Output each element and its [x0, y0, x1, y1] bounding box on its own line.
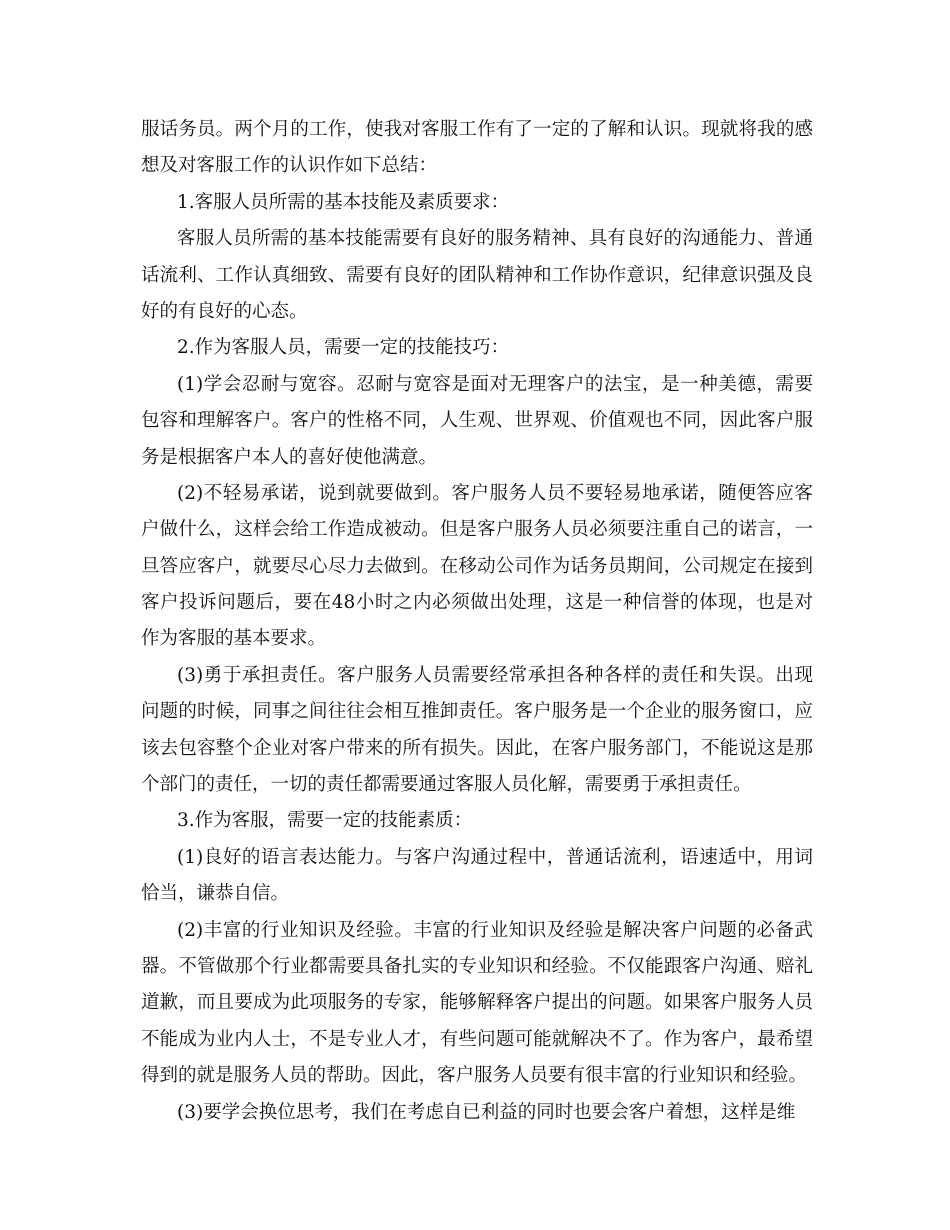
paragraph-section-2-item-2 [141, 476, 813, 658]
text-line: 问题的时候，同事之间往往会相互推卸责任。客户服务是一个企业的服务窗口，应 [141, 701, 813, 723]
text-line: (3)勇于承担责任。客户服务人员需要经常承担各种各样的责任和失误。出现 [177, 664, 813, 686]
text-line: 好的有良好的心态。 [141, 300, 308, 322]
text-line: 想及对客服工作的认识作如下总结： [141, 155, 438, 177]
paragraph-intro [141, 112, 813, 185]
text-line: 务是根据客户本人的喜好使他满意。 [141, 446, 438, 468]
paragraph-section-3-item-3 [141, 1095, 813, 1131]
text-line: (3)要学会换位思考，我们在考虑自已利益的同时也要会客户着想，这样是维 [177, 1101, 796, 1123]
section-heading-2 [141, 330, 813, 366]
text-line: (2)不轻易承诺，说到就要做到。客户服务人员不要轻易地承诺，随便答应客 [177, 482, 813, 504]
paragraph-section-1 [141, 221, 813, 330]
paragraph-section-3-item-1 [141, 840, 813, 913]
text-line: (2)丰富的行业知识及经验。丰富的行业知识及经验是解决客户问题的必备武 [177, 919, 813, 941]
paragraph-section-3-item-2 [141, 913, 813, 1095]
heading-line: 3.作为客服，需要一定的技能素质： [177, 810, 473, 832]
heading-line: 1.客服人员所需的基本技能及素质要求： [177, 191, 510, 213]
text-line: 个部门的责任，一切的责任都需要通过客服人员化解，需要勇于承担责任。 [141, 774, 752, 796]
text-line: 道歉，而且要成为此项服务的专家，能够解释客户提出的问题。如果客户服务人员 [141, 992, 813, 1014]
text-line: 客户投诉问题后，要在48小时之内必须做出处理，这是一种信誉的体现，也是对 [141, 592, 813, 614]
paragraph-section-2-item-3 [141, 658, 813, 804]
text-line: 客服人员所需的基本技能需要有良好的服务精神、具有良好的沟通能力、普通 [177, 228, 813, 250]
text-line: 服话务员。两个月的工作，使我对客服工作有了一定的了解和认识。现就将我的感 [141, 119, 813, 140]
text-line: 户做什么，这样会给工作造成被动。但是客户服务人员必须要注重自己的诺言，一 [141, 519, 813, 541]
text-line: 旦答应客户，就要尽心尽力去做到。在移动公司作为话务员期间，公司规定在接到 [141, 555, 813, 577]
document-body [141, 112, 813, 1131]
text-line: 包容和理解客户。客户的性格不同，人生观、世界观、价值观也不同，因此客户服 [141, 410, 813, 432]
text-line: 作为客服的基本要求。 [141, 628, 327, 650]
text-line: 得到的就是服务人员的帮助。因此，客户服务人员要有很丰富的行业知识和经验。 [141, 1065, 808, 1087]
text-line: 话流利、工作认真细致、需要有良好的团队精神和工作协作意识，纪律意识强及良 [141, 264, 813, 286]
paragraph-section-2-item-1 [141, 367, 813, 476]
section-heading-1 [141, 185, 813, 221]
text-line: (1)学会忍耐与宽容。忍耐与宽容是面对无理客户的法宝，是一种美德，需要 [177, 373, 813, 395]
text-line: 恰当，谦恭自信。 [141, 883, 290, 905]
text-line: (1)良好的语言表达能力。与客户沟通过程中，普通话流利，语速适中，用词 [177, 846, 813, 868]
text-line: 不能成为业内人士，不是专业人才，有些问题可能就解决不了。作为客户，最希望 [141, 1028, 813, 1050]
heading-line: 2.作为客服人员，需要一定的技能技巧： [177, 337, 510, 359]
text-line: 该去包容整个企业对客户带来的所有损失。因此，在客户服务部门，不能说这是那 [141, 737, 813, 759]
text-line: 器。不管做那个行业都需要具备扎实的专业知识和经验。不仅能跟客户沟通、赔礼 [141, 955, 813, 977]
section-heading-3 [141, 803, 813, 839]
